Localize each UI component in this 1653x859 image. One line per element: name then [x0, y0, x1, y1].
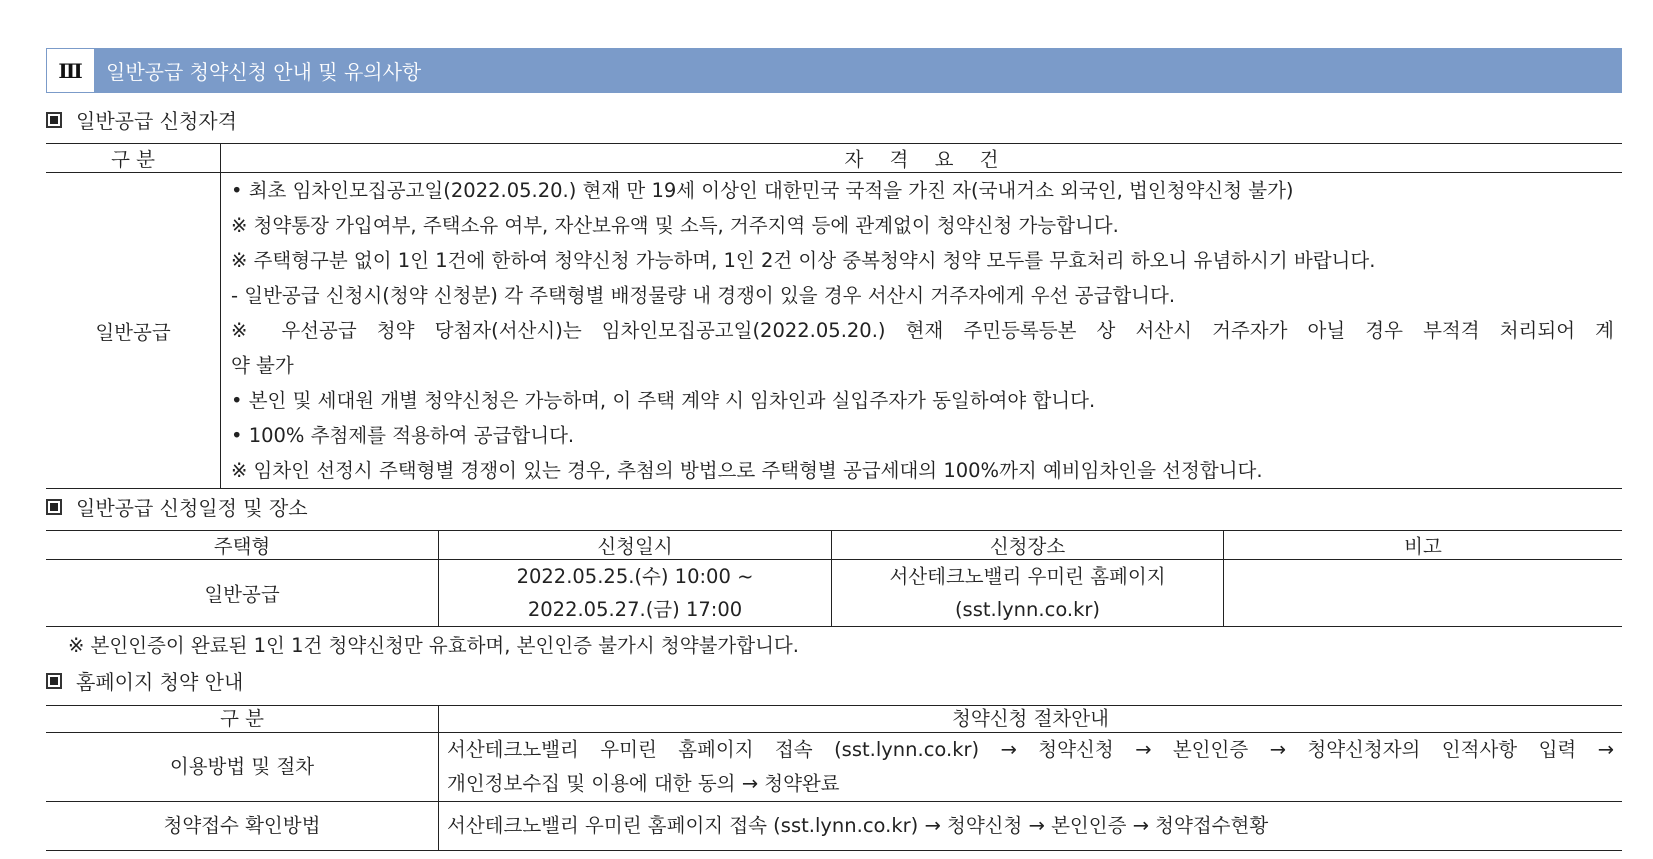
- application-date: [439, 560, 832, 627]
- subsection-title-text: 홈페이지 청약 안내: [76, 670, 244, 694]
- col-header: 주택형: [46, 531, 439, 560]
- subsection-title-text: 일반공급 신청일정 및 장소: [76, 496, 308, 520]
- procedure-text: [439, 733, 1623, 802]
- col-header: 구 분: [46, 706, 439, 733]
- procedure-line: 개인정보수집 및 이용에 대한 동의 → 청약완료: [447, 772, 840, 795]
- schedule-note: ※ 본인인증이 완료된 1인 1건 청약신청만 유효하며, 본인인증 불가시 청약불가합니다.: [68, 634, 799, 657]
- col-header: 비고: [1224, 531, 1623, 560]
- subsection-title-schedule: [46, 492, 308, 521]
- eligibility-lines: [221, 173, 1623, 489]
- housing-type: 일반공급: [46, 560, 439, 627]
- row-label: 청약접수 확인방법: [46, 802, 439, 851]
- col-header: 구 분: [46, 144, 221, 173]
- subsection-title-homepage: [46, 666, 243, 695]
- row-label: 일반공급: [46, 173, 221, 489]
- row-label: 이용방법 및 절차: [46, 733, 439, 802]
- place-line: 서산테크노밸리 우미린 홈페이지: [889, 565, 1166, 588]
- remark: [1224, 560, 1623, 627]
- eligibility-line: ※ 임차인 선정시 주택형별 경쟁이 있는 경우, 추첨의 방법으로 주택형별 공급세대의 100%까지 예비임차인을 선정합니다.: [231, 459, 1263, 482]
- col-header: 청약신청 절차안내: [439, 706, 1623, 733]
- schedule-table: [46, 530, 1622, 627]
- subsection-title-text: 일반공급 신청자격: [76, 109, 237, 133]
- eligibility-line: - 일반공급 신청시(청약 신청분) 각 주택형별 배정물량 내 경쟁이 있을 경우 서산시 거주자에게 우선 공급합니다.: [231, 284, 1176, 307]
- col-header: 신청장소: [832, 531, 1224, 560]
- procedure-line: 서산테크노밸리 우미린 홈페이지 접속 (sst.lynn.co.kr) → 청약신청 → 본인인증 → 청약신청자의 인적사항 입력 →: [447, 738, 1614, 761]
- eligibility-table: [46, 143, 1622, 489]
- eligibility-line: • 100% 추첨제를 적용하여 공급합니다.: [231, 424, 575, 447]
- section-number: Ⅲ: [47, 49, 94, 92]
- place-url[interactable]: (sst.lynn.co.kr): [954, 598, 1101, 621]
- date-line: 2022.05.25.(수) 10:00 ~: [516, 565, 754, 588]
- eligibility-line: • 최초 임차인모집공고일(2022.05.20.) 현재 만 19세 이상인 대한민국 국적을 가진 자(국내거소 외국인, 법인청약신청 불가): [231, 179, 1294, 202]
- application-place: [832, 560, 1224, 627]
- col-header: 자 격 요 건: [221, 144, 1623, 173]
- filled-square-icon: [46, 673, 62, 689]
- procedure-text: 서산테크노밸리 우미린 홈페이지 접속 (sst.lynn.co.kr) → 청약신청 → 본인인증 → 청약접수현황: [439, 802, 1623, 851]
- eligibility-line: ※ 우선공급 청약 당첨자(서산시)는 임차인모집공고일(2022.05.20.) 현재 주민등록등본 상 서산시 거주자가 아닐 경우 부적격 처리되어 계: [231, 319, 1614, 342]
- homepage-guide-table: [46, 705, 1622, 851]
- eligibility-line: • 본인 및 세대원 개별 청약신청은 가능하며, 이 주택 계약 시 임차인과 실입주자가 동일하여야 합니다.: [231, 389, 1096, 412]
- filled-square-icon: [46, 499, 62, 515]
- eligibility-line: ※ 주택형구분 없이 1인 1건에 한하여 청약신청 가능하며, 1인 2건 이상 중복청약시 청약 모두를 무효처리 하오니 유념하시기 바랍니다.: [231, 249, 1376, 272]
- section-header-bar: [46, 48, 1622, 93]
- eligibility-line: 약 불가: [231, 354, 294, 377]
- date-line: 2022.05.27.(금) 17:00: [527, 598, 743, 621]
- subsection-title-eligibility: [46, 105, 237, 134]
- eligibility-line: ※ 청약통장 가입여부, 주택소유 여부, 자산보유액 및 소득, 거주지역 등에 관계없이 청약신청 가능합니다.: [231, 214, 1119, 237]
- section-title: 일반공급 청약신청 안내 및 유의사항: [106, 60, 422, 84]
- filled-square-icon: [46, 112, 62, 128]
- col-header: 신청일시: [439, 531, 832, 560]
